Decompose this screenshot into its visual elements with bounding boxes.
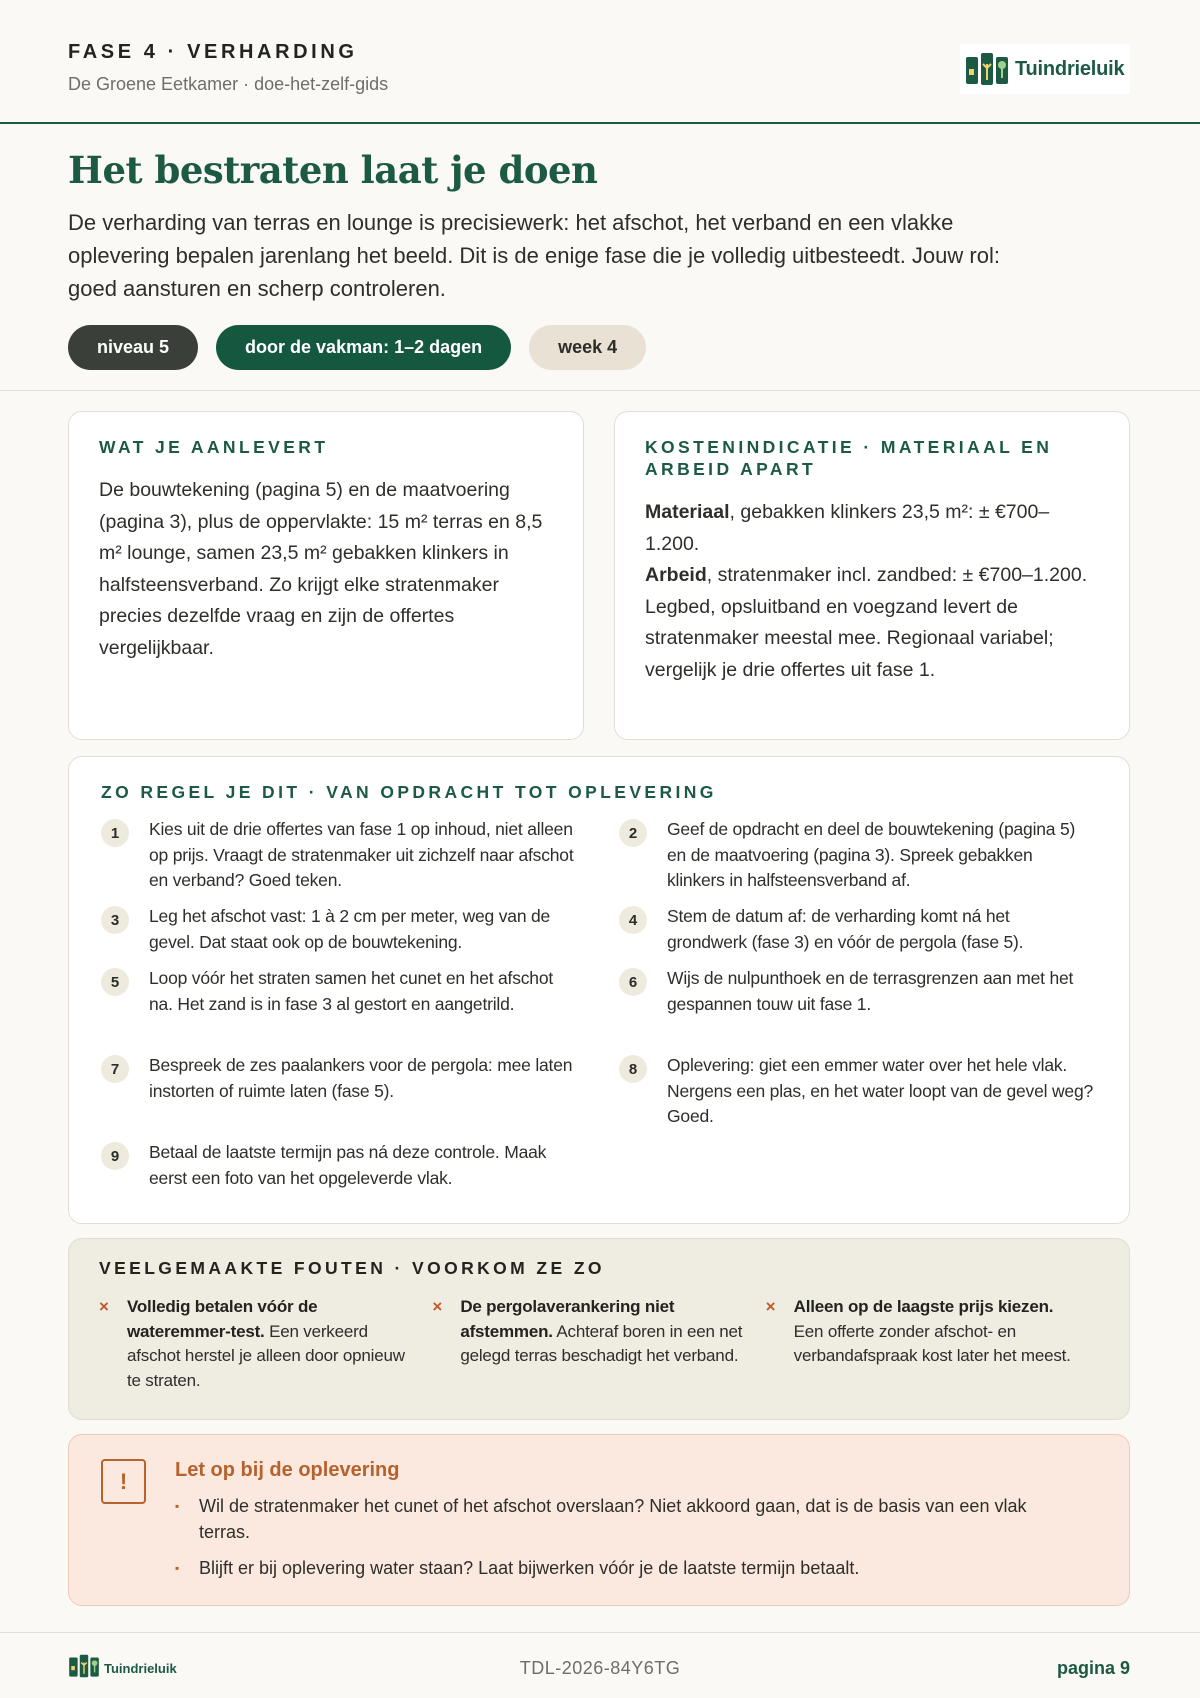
bullet-icon: ▪ [175,1561,180,1575]
step-item [101,1140,576,1191]
step-number: 7 [101,1055,129,1083]
step-text: Kies uit de drie offertes van fase 1 op inhoud, niet alleen op prijs. Vraagt de stratenmaker uit zichzelf naar afschot en verband? Goed teken. [149,819,574,890]
deliverables-text: De bouwtekening (pagina 5) en de maatvoering (pagina 3), plus de oppervlakte: 15 m² terras en 8,5 m² lounge, samen 23,5 m² gebakken klinkers in halfsteensverband. Zo krijgt elke stratenmaker precies dezelfde vraag en zijn de offertes vergelijkbaar. [99,479,543,659]
guide-subtitle: De Groene Eetkamer · doe-het-zelf-gids [68,74,389,94]
step-text: Loop vóór het straten samen het cunet en het afschot na. Het zand is in fase 3 al gestort en aangetrild. [149,968,554,1014]
deliverables-card [68,411,584,740]
mistake-text [460,1295,765,1393]
warning-title: Let op bij de oplevering [175,1459,400,1481]
step-number: 2 [619,819,647,847]
mistake-title: Volledig betalen vóór de wateremmer-test. [127,1297,318,1341]
page-header [0,0,1200,124]
mistake-item [432,1295,765,1393]
step-number: 9 [101,1142,129,1170]
mistake-title: De pergolaverankering niet afstemmen. [460,1297,675,1341]
phase-label: FASE 4 · VERHARDING [68,41,358,63]
level-badge: niveau 5 [68,325,198,370]
tag-row [68,325,646,370]
step-text: Wijs de nulpunthoek en de terrasgrenzen aan met het gespannen touw uit fase 1. [667,968,1074,1014]
mistakes-card [68,1238,1130,1420]
labour-cost: , stratenmaker incl. zandbed: ± €700–1.200. [706,564,1088,586]
duration-badge: door de vakman: 1–2 dagen [216,325,511,370]
mistakes-list [99,1295,1099,1393]
deliverables-heading: WAT JE AANLEVERT [99,437,329,457]
step-text: Betaal de laatste termijn pas ná deze controle. Maak eerst een foto van het opgeleverde vlak. [149,1142,547,1188]
exclamation-icon: ! [101,1459,146,1504]
mistake-text [794,1295,1099,1393]
step-text: Stem de datum af: de verharding komt ná het grondwerk (fase 3) en vóór de pergola (fase 5). [667,906,1024,952]
cost-heading: KOSTENINDICATIE · MATERIAAL EN ARBEID APART [645,437,1053,479]
steps-heading: ZO REGEL JE DIT · VAN OPDRACHT TOT OPLEVERING [101,782,717,802]
step-number: 6 [619,968,647,996]
document-code: TDL-2026-84Y6TG [519,1658,681,1678]
cost-note: Legbed, opsluitband en voegzand levert de stratenmaker meestal mee. Regionaal variabel; vergelijk je drie offertes uit fase 1. [645,595,1054,681]
mistake-detail: Een verkeerd afschot herstel je alleen door opnieuw te straten. [127,1321,405,1390]
logo-icon [965,52,1009,86]
step-text: Geef de opdracht en deel de bouwtekening (pagina 5) en de maatvoering (pagina 3). Spreek gebakken klinkers in halfsteensverband af. [667,819,1076,890]
step-text: Leg het afschot vast: 1 à 2 cm per meter, weg van de gevel. Dat staat ook op de bouwtekening. [149,906,551,952]
cost-text [645,497,1099,686]
warning-card [68,1434,1130,1606]
labour-line [645,560,1099,592]
warning-item [175,1555,1075,1581]
warning-list [175,1493,1075,1591]
mistake-item [99,1295,432,1393]
step-number: 5 [101,968,129,996]
steps-card [68,756,1130,1224]
brand-logo [960,44,1130,94]
step-text: Oplevering: giet een emmer water over het hele vlak. Nergens een plas, en het water loopt van de gevel weg? Goed. [667,1055,1094,1126]
step-item [101,817,576,894]
material-cost: , gebakken klinkers 23,5 m²: ± €700–1.200. [645,501,1050,555]
cross-icon: × [432,1297,443,1316]
step-item [101,966,576,1017]
warning-text: Wil de stratenmaker het cunet of het afschot overslaan? Niet akkoord gaan, dat is de basis van een vlak terras. [199,1496,1027,1542]
labour-label: Arbeid [645,564,707,586]
footer-divider [0,1632,1200,1633]
steps-list [101,817,1097,1197]
intro-text: De verharding van terras en lounge is precisiewerk: het afschot, het verband en een vlakke oplevering bepalen jarenlang het beeld. Dit is de enige fase die je volledig uitbesteedt. Jouw rol: goed aansturen en scherp controleren. [68,210,1000,301]
mistakes-heading: VEELGEMAAKTE FOUTEN · VOORKOM ZE ZO [99,1258,605,1278]
mistake-title: Alleen op de laagste prijs kiezen. [793,1297,1054,1316]
step-item [619,1053,1094,1130]
footer-logo-text: Tuindrieluik [104,1661,177,1676]
week-badge: week 4 [529,325,646,370]
step-number: 1 [101,819,129,847]
section-divider [0,390,1200,391]
cost-card [614,411,1130,740]
step-item [619,904,1094,955]
cross-icon: × [99,1297,109,1316]
cross-icon: × [765,1297,776,1316]
mistake-detail: Achteraf boren in een net gelegd terras beschadigt het verband. [460,1321,743,1365]
page-title: Het bestraten laat je doen [68,148,598,192]
step-number: 4 [619,906,647,934]
mistake-text [127,1295,432,1393]
step-item [619,966,1094,1017]
bullet-icon: ▪ [175,1499,180,1513]
step-item [101,1053,576,1104]
logo-text: Tuindrieluik [1015,57,1125,80]
warning-text: Blijft er bij oplevering water staan? Laat bijwerken vóór je de laatste termijn betaalt. [199,1558,860,1578]
material-label: Materiaal [645,501,730,523]
step-item [619,817,1094,894]
step-number: 3 [101,906,129,934]
mistake-item [766,1295,1099,1393]
page-number: pagina 9 [1056,1658,1130,1678]
step-item [101,904,576,955]
step-number: 8 [619,1055,647,1083]
mistake-detail: Een offerte zonder afschot- en verbandafspraak kost later het meest. [793,1321,1071,1365]
warning-item [175,1493,1075,1545]
material-line [645,497,1099,560]
step-text: Bespreek de zes paalankers voor de pergola: mee laten instorten of ruimte laten (fase 5). [149,1055,573,1101]
